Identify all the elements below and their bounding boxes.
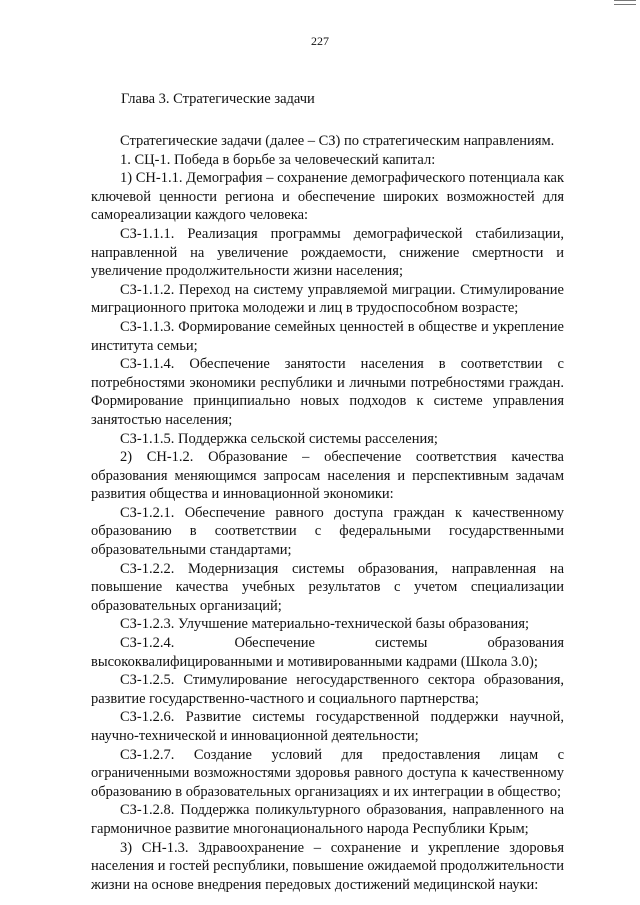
page-number: 227 bbox=[311, 34, 329, 48]
paragraph-sz-1-2-1: СЗ-1.2.1. Обеспечение равного доступа граждан к качественному образованию в соответствии с федеральными государственными образовательными стандартами; bbox=[91, 504, 564, 559]
paragraph-sn-1-1: 1) СН-1.1. Демография – сохранение демографического потенциала как ключевой ценности региона и обеспечение широких возможностей для самореализации каждого человека: bbox=[91, 170, 564, 224]
paragraph-sz-1-2-2: СЗ-1.2.2. Модернизация системы образования, направленная на повышение качества учебных результатов с учетом специализации образовательных организаций; bbox=[91, 560, 564, 614]
paragraph-sn-1-2: 2) СН-1.2. Образование – обеспечение соответствия качества образования меняющимся запросам населения и перспективным задачам развития общества и инновационной экономики: bbox=[91, 449, 564, 503]
paragraph-sz-1-2-6: СЗ-1.2.6. Развитие системы государственной поддержки научной, научно-технической и инновационной деятельности; bbox=[91, 709, 564, 744]
paragraph-sz-1-2-7: СЗ-1.2.7. Создание условий для предоставления лицам с ограниченными возможностями здоровья равного доступа к качественному образованию в образовательных организациях и их интеграции в общество; bbox=[91, 746, 564, 800]
paragraph-sz-1-1-1: СЗ-1.1.1. Реализация программы демографической стабилизации, направленной на увеличение рождаемости, снижение смертности и увеличение продолжительности жизни населения; bbox=[91, 225, 564, 280]
paragraph-sz-1-1-3: СЗ-1.1.3. Формирование семейных ценностей в обществе и укрепление института семьи; bbox=[91, 318, 564, 354]
paragraph-sc1: 1. СЦ-1. Победа в борьбе за человеческий капитал: bbox=[120, 151, 436, 168]
paragraph-sz-1-1-2: СЗ-1.1.2. Переход на систему управляемой миграции. Стимулирование миграционного притока молодежи и лиц в трудоспособном возрасте; bbox=[91, 281, 564, 317]
paragraph-sz-1-1-5: СЗ-1.1.5. Поддержка сельской системы расселения; bbox=[120, 430, 438, 447]
paragraph-sz-1-2-5: СЗ-1.2.5. Стимулирование негосударственного сектора образования, развитие государственно-частного и социального партнерства; bbox=[91, 672, 564, 707]
paragraph-sn-1-3: 3) СН-1.3. Здравоохранение – сохранение и укрепление здоровья населения и гостей республики, повышение ожидаемой продолжительности жизни на основе внедрения передовых достижений медицинской науки: bbox=[91, 839, 564, 893]
corner-mark bbox=[614, 0, 636, 5]
paragraph-intro: Стратегические задачи (далее – СЗ) по стратегическим направлениям. bbox=[120, 133, 555, 149]
document-body bbox=[91, 132, 564, 894]
paragraph-sz-1-1-4: СЗ-1.1.4. Обеспечение занятости населения в соответствии с потребностями экономики республики и личными потребностями граждан. Формирование принципиально новых подходов к системе управления занятостью населения; bbox=[91, 356, 564, 428]
paragraph-sz-1-2-4: СЗ-1.2.4. Обеспечение системы образования высококвалифицированными и мотивированными кадрами (Школа 3.0); bbox=[91, 635, 564, 670]
paragraph-sz-1-2-8: СЗ-1.2.8. Поддержка поликультурного образования, направленного на гармоничное развитие многонационального народа Республики Крым; bbox=[91, 802, 564, 837]
paragraph-sz-1-2-3: СЗ-1.2.3. Улучшение материально-технической базы образования; bbox=[120, 616, 530, 633]
chapter-title: Глава 3. Стратегические задачи bbox=[121, 91, 315, 107]
